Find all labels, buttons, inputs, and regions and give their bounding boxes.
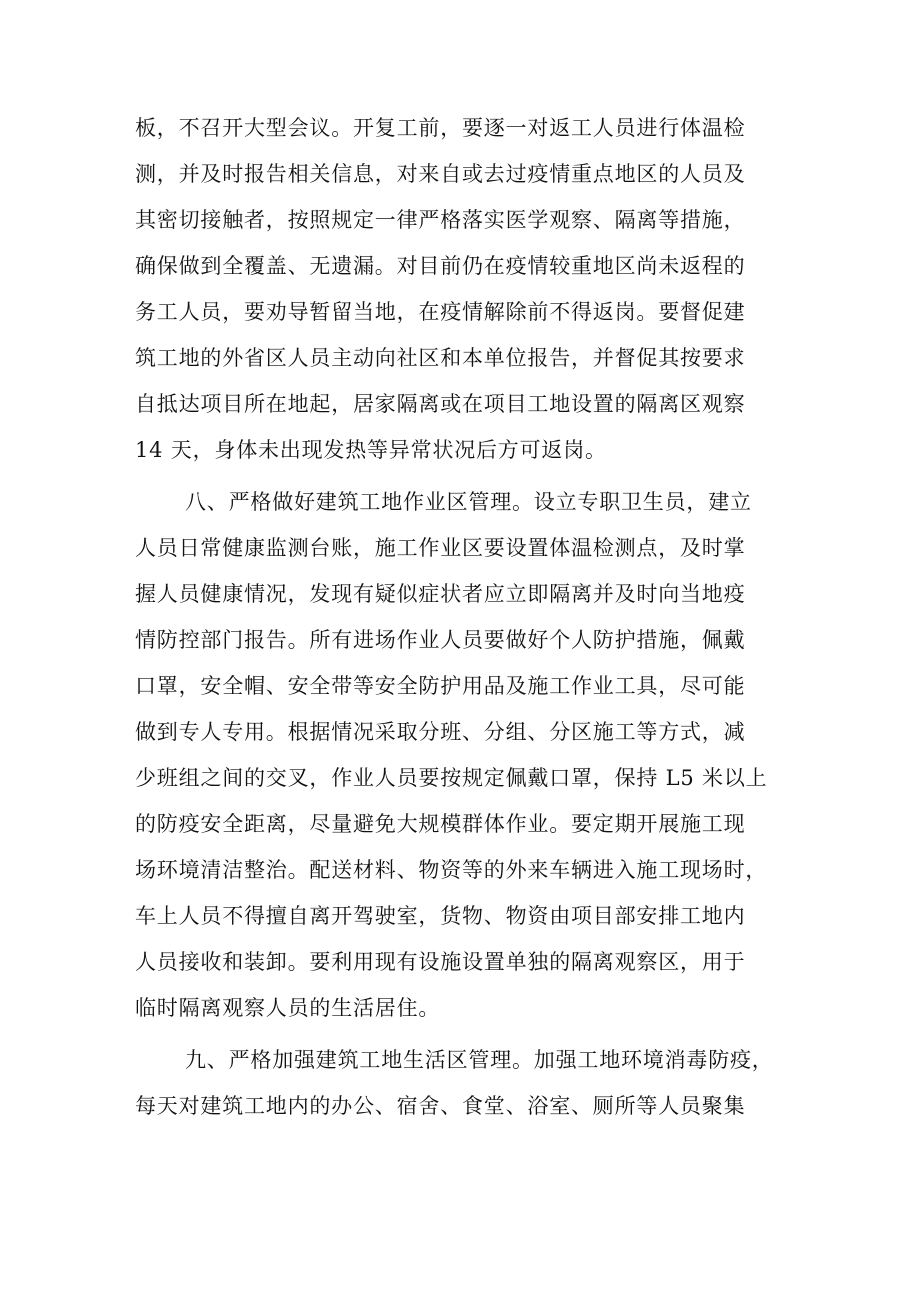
text-line: 少班组之间的交叉，作业人员要按规定佩戴口罩，保持 L5 米以上 bbox=[135, 766, 768, 790]
paragraph-section-9 bbox=[135, 1037, 795, 1129]
text-line: 务工人员，要劝导暂留当地，在疫情解除前不得返岗。要督促建 bbox=[135, 300, 746, 324]
text-line: 确保做到全覆盖、无遗漏。对目前仍在疫情较重地区尚未返程的 bbox=[135, 254, 746, 278]
text-line: 每天对建筑工地内的办公、宿舍、食堂、浴室、厕所等人员聚集 bbox=[135, 1094, 746, 1118]
text-line: 筑工地的外省区人员主动向社区和本单位报告，并督促其按要求 bbox=[135, 346, 746, 370]
text-line: 14 天，身体未出现发热等异常状况后方可返岗。 bbox=[135, 438, 607, 462]
text-line: 自抵达项目所在地起，居家隔离或在项目工地设置的隔离区观察 bbox=[135, 392, 746, 416]
text-line: 做到专人专用。根据情况采取分班、分组、分区施工等方式，减 bbox=[135, 720, 746, 744]
text-line: 握人员健康情况，发现有疑似症状者应立即隔离并及时向当地疫 bbox=[135, 582, 746, 606]
text-line: 测，并及时报告相关信息，对来自或去过疫情重点地区的人员及 bbox=[135, 162, 746, 186]
paragraph-continued bbox=[135, 105, 795, 473]
document-body bbox=[135, 105, 795, 1129]
text-line: 人员日常健康监测台账，施工作业区要设置体温检测点，及时掌 bbox=[135, 536, 746, 560]
text-line: 场环境清洁整治。配送材料、物资等的外来车辆进入施工现场时， bbox=[135, 858, 768, 882]
text-line: 板，不召开大型会议。开复工前，要逐一对返工人员进行体温检 bbox=[135, 116, 746, 140]
text-line: 车上人员不得擅自离开驾驶室，货物、物资由项目部安排工地内 bbox=[135, 904, 746, 928]
text-line: 情防控部门报告。所有进场作业人员要做好个人防护措施，佩戴 bbox=[135, 628, 746, 652]
section-9-heading-line: 九、严格加强建筑工地生活区管理。加强工地环境消毒防疫， bbox=[185, 1048, 774, 1072]
text-line: 临时隔离观察人员的生活居住。 bbox=[135, 996, 441, 1020]
text-line: 口罩，安全帽、安全带等安全防护用品及施工作业工具，尽可能 bbox=[135, 674, 746, 698]
paragraph-section-8 bbox=[135, 479, 795, 1031]
text-line: 的防疫安全距离，尽量避免大规模群体作业。要定期开展施工现 bbox=[135, 812, 746, 836]
section-8-heading-line: 八、严格做好建筑工地作业区管理。设立专职卫生员，建立 bbox=[185, 490, 752, 514]
text-line: 人员接收和装卸。要利用现有设施设置单独的隔离观察区，用于 bbox=[135, 950, 746, 974]
text-line: 其密切接触者，按照规定一律严格落实医学观察、隔离等措施， bbox=[135, 208, 746, 232]
